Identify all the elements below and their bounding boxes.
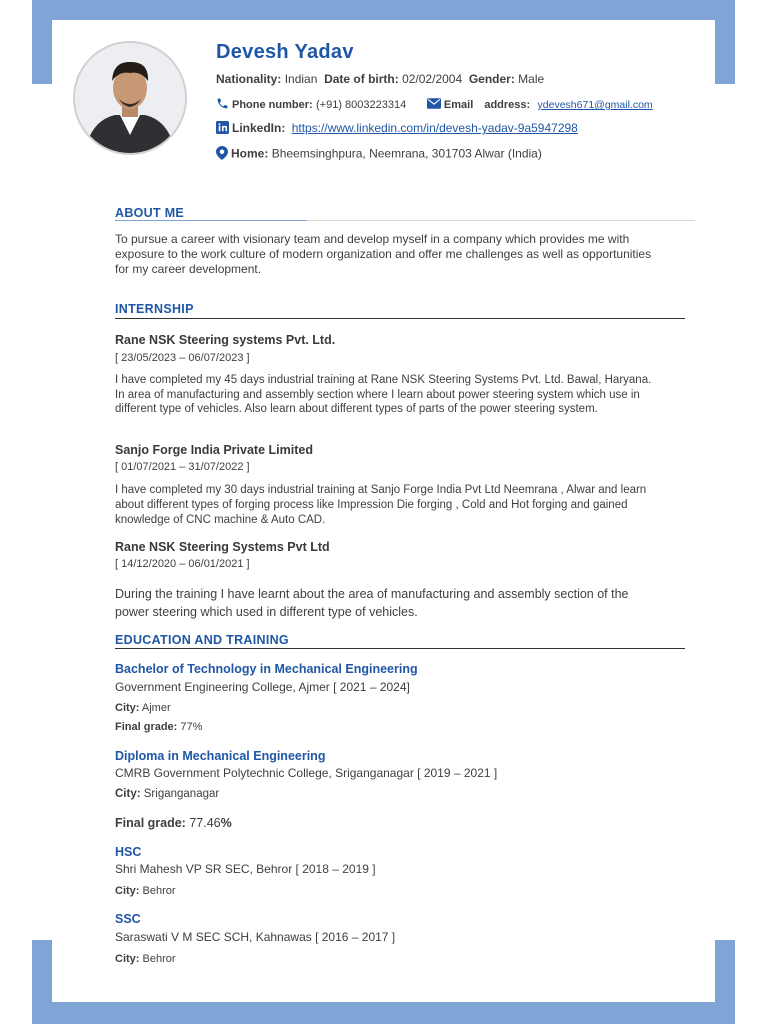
dob-label: Date of birth: <box>324 72 399 86</box>
education-degree: Bachelor of Technology in Mechanical Engineering <box>115 662 418 676</box>
dob-value: 02/02/2004 <box>402 72 463 86</box>
email-link[interactable]: ydevesh671@gmail.com <box>537 99 653 112</box>
nationality-value: Indian <box>284 72 318 86</box>
grade-label: Final grade: <box>115 721 178 733</box>
internship-divider <box>115 318 685 319</box>
education-grade <box>115 721 202 733</box>
city-label: City: <box>115 788 141 800</box>
education-section-title: EDUCATION AND TRAINING <box>115 633 289 647</box>
education-school: Government Engineering College, Ajmer [ 2021 – 2024] <box>115 680 410 694</box>
city-value: Behror <box>142 885 176 897</box>
about-text: To pursue a career with visionary team and develop myself in a company which provides me with exposure to the work culture of modern organization and offer me challenges as well as opportunities for my career development. <box>115 232 652 276</box>
phone-label: Phone number: <box>232 99 313 112</box>
linkedin-label: LinkedIn: <box>232 121 286 136</box>
profile-photo <box>73 41 187 155</box>
internship-description: I have completed my 45 days industrial training at Rane NSK Steering Systems Pvt. Ltd. Bawal, Haryana. In area of manufacturing and assembly section where I learn about power steering system which use in different type of vehicles. Also learn about different types of parts of the power steering system. <box>115 374 652 415</box>
internship-dates: [ 01/07/2021 – 31/07/2022 ] <box>115 461 250 473</box>
grade-value: 77% <box>180 721 203 733</box>
phone-icon <box>216 97 229 113</box>
gender-value: Male <box>518 72 545 86</box>
city-label: City: <box>115 885 140 897</box>
grade-value: 77.46 <box>189 816 221 830</box>
about-section-title: ABOUT ME <box>115 206 185 220</box>
education-grade <box>115 816 232 830</box>
home-label: Home: <box>231 146 269 161</box>
internship-company: Sanjo Forge India Private Limited <box>115 443 313 457</box>
linkedin-link[interactable]: https://www.linkedin.com/in/devesh-yadav-9a5947298 <box>291 121 578 136</box>
education-school: CMRB Government Polytechnic College, Sriganganagar [ 2019 – 2021 ] <box>115 766 498 780</box>
education-city <box>115 885 176 897</box>
email-icon <box>427 98 441 112</box>
frame-right-top <box>715 0 735 84</box>
education-degree: Diploma in Mechanical Engineering <box>115 749 326 763</box>
city-value: Behror <box>142 953 176 965</box>
contact-line <box>216 97 653 113</box>
city-value: Sriganganagar <box>143 788 220 800</box>
linkedin-line <box>216 121 578 137</box>
frame-left-top <box>32 0 52 84</box>
internship-description: During the training I have learnt about the area of manufacturing and assembly section of the power steering which used in different type of vehicles. <box>115 587 629 619</box>
internship-section-title: INTERNSHIP <box>115 302 194 316</box>
nationality-label: Nationality: <box>216 72 282 86</box>
frame-top-bar <box>32 0 735 20</box>
city-label: City: <box>115 702 140 714</box>
phone-value: (+91) 8003223314 <box>316 99 407 112</box>
education-city <box>115 953 176 965</box>
education-degree: SSC <box>115 912 141 926</box>
education-degree: HSC <box>115 845 142 859</box>
candidate-name: Devesh Yadav <box>216 41 354 63</box>
linkedin-icon <box>216 121 229 137</box>
home-value: Bheemsinghpura, Neemrana, 301703 Alwar (India) <box>271 146 542 161</box>
gender-label: Gender: <box>468 72 515 86</box>
grade-suffix: % <box>220 816 232 830</box>
internship-description: I have completed my 30 days industrial training at Sanjo Forge India Pvt Ltd Neemrana , Alwar and learn about different types of forging process like Impression Die forging , Cold and Hot forging and gained knowledge of CNC machine & Auto CAD. <box>115 484 647 526</box>
location-pin-icon <box>216 146 228 163</box>
education-divider <box>115 648 685 649</box>
internship-dates: [ 14/12/2020 – 06/01/2021 ] <box>115 558 250 570</box>
email-label: Email address: <box>443 99 531 112</box>
city-label: City: <box>115 953 140 965</box>
education-city <box>115 702 171 714</box>
internship-company: Rane NSK Steering Systems Pvt Ltd <box>115 540 330 554</box>
education-school: Shri Mahesh VP SR SEC, Behror [ 2018 – 2019 ] <box>115 862 376 876</box>
education-school: Saraswati V M SEC SCH, Kahnawas [ 2016 – 2017 ] <box>115 930 396 944</box>
personal-details-line <box>216 72 544 86</box>
education-city <box>115 788 219 800</box>
internship-dates: [ 23/05/2023 – 06/07/2023 ] <box>115 352 250 364</box>
about-divider-accent <box>115 220 307 221</box>
internship-company: Rane NSK Steering systems Pvt. Ltd. <box>115 333 336 347</box>
home-line <box>216 146 542 163</box>
city-value: Ajmer <box>141 702 171 714</box>
frame-bottom-bar <box>32 1002 735 1024</box>
grade-label: Final grade: <box>115 816 186 830</box>
